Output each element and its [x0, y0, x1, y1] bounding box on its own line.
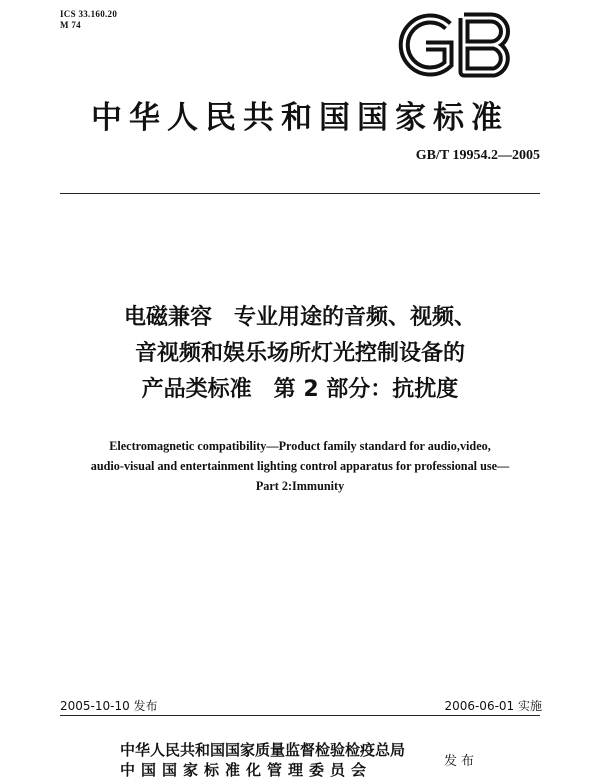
english-title-line: audio-visual and entertainment lighting control apparatus for professional use— [90, 459, 510, 473]
national-standard-title: 中华人民共和国国家标准 [91, 100, 509, 136]
issue-date: 2005-10-10 发布 [60, 699, 158, 713]
standard-number: GB/T 19954.2—2005 [415, 148, 540, 163]
issuer-aqsiq: 中华人民共和国国家质量监督检验检疫总局 [120, 741, 406, 759]
gb-logo-icon [390, 12, 520, 78]
english-title [40, 436, 560, 496]
implementation-date: 2006-06-01 实施 [444, 699, 542, 713]
classification-codes [60, 9, 117, 31]
ccs-code: M 74 [60, 20, 81, 30]
chinese-title-line: 电磁兼容 专业用途的音频、视频、 [123, 305, 476, 330]
chinese-title-line: 音视频和娱乐场所灯光控制设备的 [134, 341, 465, 366]
issuing-authorities [120, 740, 405, 780]
issuer-sac: 中国国家标准化管理委员会 [120, 761, 373, 779]
english-title-line: Electromagnetic compatibility—Product family standard for audio,video, [109, 439, 491, 453]
ics-code: ICS 33.160.20 [60, 9, 118, 19]
top-divider [60, 193, 540, 194]
bottom-divider [60, 715, 540, 716]
publish-label: 发布 [444, 754, 479, 769]
chinese-title-line: 产品类标准 第 2 部分：抗扰度 [141, 377, 459, 402]
chinese-title [40, 300, 560, 408]
english-title-line: Part 2:Immunity [255, 479, 345, 493]
